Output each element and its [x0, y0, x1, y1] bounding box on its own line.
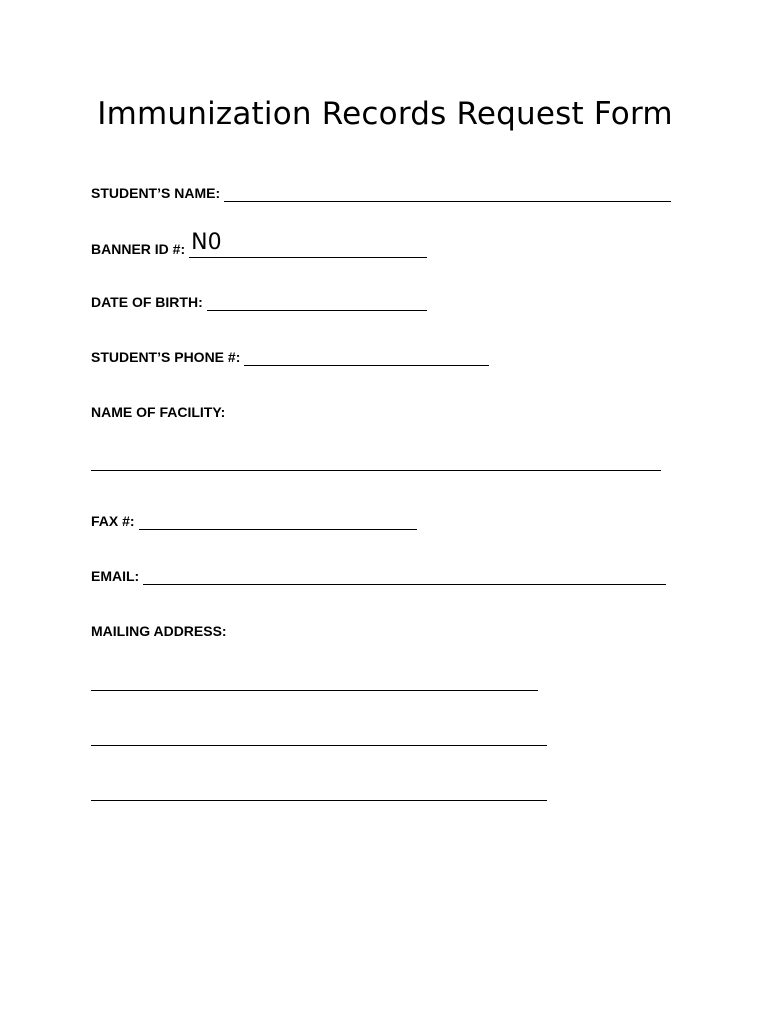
student-phone-row: [91, 342, 489, 366]
email-label: EMAIL:: [91, 568, 140, 584]
student-phone-field[interactable]: [244, 347, 489, 366]
student-name-label: STUDENT’S NAME:: [91, 185, 221, 201]
date-of-birth-field[interactable]: [207, 292, 427, 311]
mailing-address-label: MAILING ADDRESS:: [91, 623, 227, 639]
mailing-address-line-1[interactable]: [91, 690, 538, 691]
page-title: Immunization Records Request Form: [97, 96, 673, 132]
fax-row: [91, 506, 417, 530]
banner-id-value: N0: [191, 230, 222, 255]
student-name-field[interactable]: [224, 183, 671, 202]
student-phone-label: STUDENT’S PHONE #:: [91, 349, 241, 365]
mailing-address-line-2[interactable]: [91, 745, 547, 746]
facility-name-field[interactable]: [91, 470, 661, 471]
email-row: [91, 561, 666, 585]
fax-label: FAX #:: [91, 513, 135, 529]
email-field[interactable]: [143, 566, 666, 585]
date-of-birth-label: DATE OF BIRTH:: [91, 294, 203, 310]
facility-name-row: [91, 397, 229, 421]
banner-id-row: [91, 230, 427, 258]
student-name-row: [91, 178, 671, 202]
mailing-address-row: [91, 616, 231, 640]
banner-id-field[interactable]: [189, 230, 427, 258]
banner-id-label: BANNER ID #:: [91, 241, 186, 257]
date-of-birth-row: [91, 287, 427, 311]
facility-name-label: NAME OF FACILITY:: [91, 404, 226, 420]
fax-field[interactable]: [139, 511, 417, 530]
mailing-address-line-3[interactable]: [91, 800, 547, 801]
